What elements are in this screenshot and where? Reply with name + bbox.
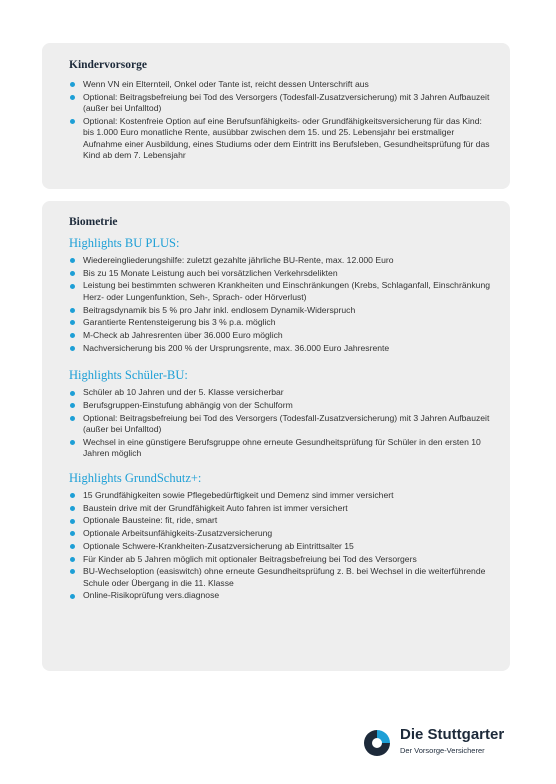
list-item: Optionale Arbeitsunfähigkeits-Zusatzversicherung — [69, 528, 490, 540]
list-item: Optionale Schwere-Krankheiten-Zusatzversicherung ab Eintrittsalter 15 — [69, 541, 490, 553]
list-item: Wenn VN ein Elternteil, Onkel oder Tante ist, reicht dessen Unterschrift aus — [69, 79, 490, 91]
kindervorsorge-card — [42, 43, 510, 189]
kindervorsorge-list — [69, 79, 490, 162]
list-item: BU-Wechseloption (easiswitch) ohne erneute Gesundheitsprüfung z. B. bei Wechsel in die weiterführende Schule oder Übergang in die 11. Klasse — [69, 566, 490, 589]
list-item: Beitragsdynamik bis 5 % pro Jahr inkl. endlosem Dynamik-Widerspruch — [69, 305, 490, 317]
section-title-grundschutz: Highlights GrundSchutz+: — [69, 471, 202, 486]
list-item: Optional: Beitragsbefreiung bei Tod des Versorgers (Todesfall-Zusatzversicherung) mit 3 Jahren Aufbauzeit (außer bei Unfalltod) — [69, 413, 490, 436]
list-item: Wiedereingliederungshilfe: zuletzt gezahlte jährliche BU-Rente, max. 12.000 Euro — [69, 255, 490, 267]
list-item: Leistung bei bestimmten schweren Krankheiten und Einschränkungen (Krebs, Schlaganfall, Einschränkung Herz- oder Lungenfunktion, Seh-, Sprach- oder Hörverlust) — [69, 280, 490, 303]
list-item: Baustein drive mit der Grundfähigkeit Auto fahren ist immer versichert — [69, 503, 490, 515]
bu-plus-list — [69, 255, 490, 354]
list-item: Für Kinder ab 5 Jahren möglich mit optionaler Beitragsbefreiung bei Tod des Versorgers — [69, 554, 490, 566]
schueler-bu-list — [69, 387, 490, 460]
list-item: Optional: Beitragsbefreiung bei Tod des Versorgers (Todesfall-Zusatzversicherung) mit 3 Jahren Aufbauzeit (außer bei Unfalltod) — [69, 92, 490, 115]
stuttgarter-logo-icon — [362, 728, 392, 758]
logo-name: Die Stuttgarter — [400, 726, 505, 743]
list-item: Optionale Bausteine: fit, ride, smart — [69, 515, 490, 527]
list-item: Schüler ab 10 Jahren und der 5. Klasse versicherbar — [69, 387, 490, 399]
section-title-bu-plus: Highlights BU PLUS: — [69, 236, 180, 250]
list-item: Berufsgruppen-Einstufung abhängig von der Schulform — [69, 400, 490, 412]
logo-tagline: Der Vorsorge-Versicherer — [400, 746, 485, 755]
list-item: M-Check ab Jahresrenten über 36.000 Euro möglich — [69, 330, 490, 342]
list-item: Online-Risikoprüfung vers.diagnose — [69, 590, 490, 602]
biometrie-title: Biometrie — [69, 216, 118, 228]
list-item: Optional: Kostenfreie Option auf eine Berufsunfähigkeits- oder Grundfähigkeitsversicherung für das Kind: bis 1.000 Euro monatliche Rente, ausübbar zwischen dem 15. und 25. Lebensjahr bei erstmaliger Aufnahme einer Ausbildung, eines Studiums oder dem Eintritt ins Berufsleben, Gesundheitsprüfung für das Kind ab dem 7. Lebensjahr — [69, 116, 490, 162]
list-item: 15 Grundfähigkeiten sowie Pflegebedürftigkeit und Demenz sind immer versichert — [69, 490, 490, 502]
grundschutz-list — [69, 490, 490, 602]
kindervorsorge-title: Kindervorsorge — [69, 59, 147, 71]
company-logo — [362, 726, 522, 760]
list-item: Bis zu 15 Monate Leistung auch bei vorsätzlichen Verkehrsdelikten — [69, 268, 490, 280]
list-item: Nachversicherung bis 200 % der Ursprungsrente, max. 36.000 Euro Jahresrente — [69, 343, 490, 355]
biometrie-card — [42, 201, 510, 671]
list-item: Wechsel in eine günstigere Berufsgruppe ohne erneute Gesundheitsprüfung für Schüler in den ersten 10 Jahren möglich — [69, 437, 490, 460]
section-title-schueler-bu: Highlights Schüler-BU: — [69, 368, 188, 383]
list-item: Garantierte Rentensteigerung bis 3 % p.a. möglich — [69, 317, 490, 329]
